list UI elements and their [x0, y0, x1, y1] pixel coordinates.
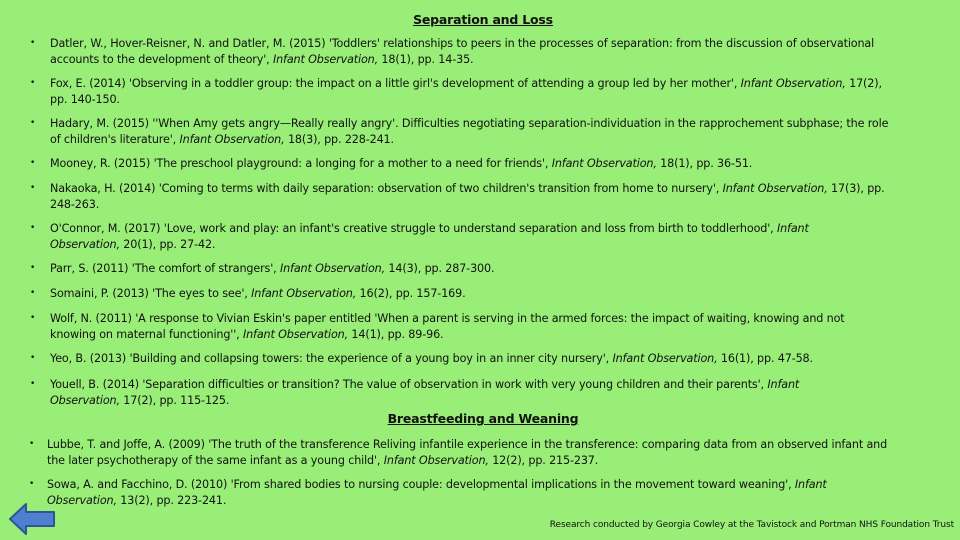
reference-item: • Datler, W., Hover-Reisner, N. and Datler, M. (2015) 'Toddlers' relationships to peers in the processes of separation: from the discussion of observational accounts to the development of theory', Infant Observation, 18(1), pp. 14-35.	[30, 37, 875, 66]
reference-item: • Lubbe, T. and Joffe, A. (2009) 'The truth of the transference Reliving infantile experience in the transference: comparing data from an observed infant and the later psychotherapy of the same infant as a young child', Infant Observation, 12(2), pp. 215-237.	[29, 438, 888, 467]
footer-credit: Research conducted by Georgia Cowley at the Tavistock and Portman NHS Foundation Trust	[549, 520, 954, 530]
reference-item: • Youell, B. (2014) 'Separation difficulties or transition? The value of observation in work with very young children and their parents', Infant Observation, 17(2), pp. 115-125.	[30, 378, 800, 407]
reference-item: • Yeo, B. (2013) 'Building and collapsing towers: the experience of a young boy in an inner city nursery', Infant Observation, 16(1), pp. 47-58.	[30, 352, 813, 365]
reference-item: • Wolf, N. (2011) 'A response to Vivian Eskin's paper entitled 'When a parent is serving in the armed forces: the impact of waiting, knowing and not knowing on maternal functioning'', Infant Observation, 14(1), pp. 89-96.	[30, 312, 845, 341]
reference-item: • Somaini, P. (2013) 'The eyes to see', Infant Observation, 16(2), pp. 157-169.	[30, 287, 466, 300]
reference-item: • Hadary, M. (2015) ''When Amy gets angry—Really really angry'. Difficulties negotiating separation-individuation in the rapprochement subphase; the role of children's literature', Infant Observation, 18(3), pp. 228-241.	[30, 117, 889, 146]
reference-item: • Mooney, R. (2015) 'The preschool playground: a longing for a mother to a need for friends', Infant Observation, 18(1), pp. 36-51.	[30, 157, 753, 170]
reference-item: • Nakaoka, H. (2014) 'Coming to terms with daily separation: observation of two children's transition from home to nursery', Infant Observation, 17(3), pp. 248-263.	[30, 182, 885, 211]
back-arrow-icon	[8, 502, 56, 536]
section-heading-separation: Separation and Loss	[413, 12, 553, 27]
reference-item: • Sowa, A. and Facchino, D. (2010) 'From shared bodies to nursing couple: developmental implications in the movement toward weaning', Infant Observation, 13(2), pp. 223-241.	[29, 478, 827, 507]
bullet: •	[30, 38, 36, 48]
section-heading-breastfeeding: Breastfeeding and Weaning	[387, 411, 579, 426]
back-button[interactable]	[8, 502, 56, 536]
reference-item: • O'Connor, M. (2017) 'Love, work and play: an infant's creative struggle to understand separation and loss from birth to toddlerhood', Infant Observation, 20(1), pp. 27-42.	[30, 222, 809, 251]
reference-item: • Fox, E. (2014) 'Observing in a toddler group: the impact on a little girl's development of attending a group led by her mother', Infant Observation, 17(2), pp. 140-150.	[30, 77, 882, 106]
reference-item: • Parr, S. (2011) 'The comfort of strangers', Infant Observation, 14(3), pp. 287-300.	[30, 262, 495, 275]
